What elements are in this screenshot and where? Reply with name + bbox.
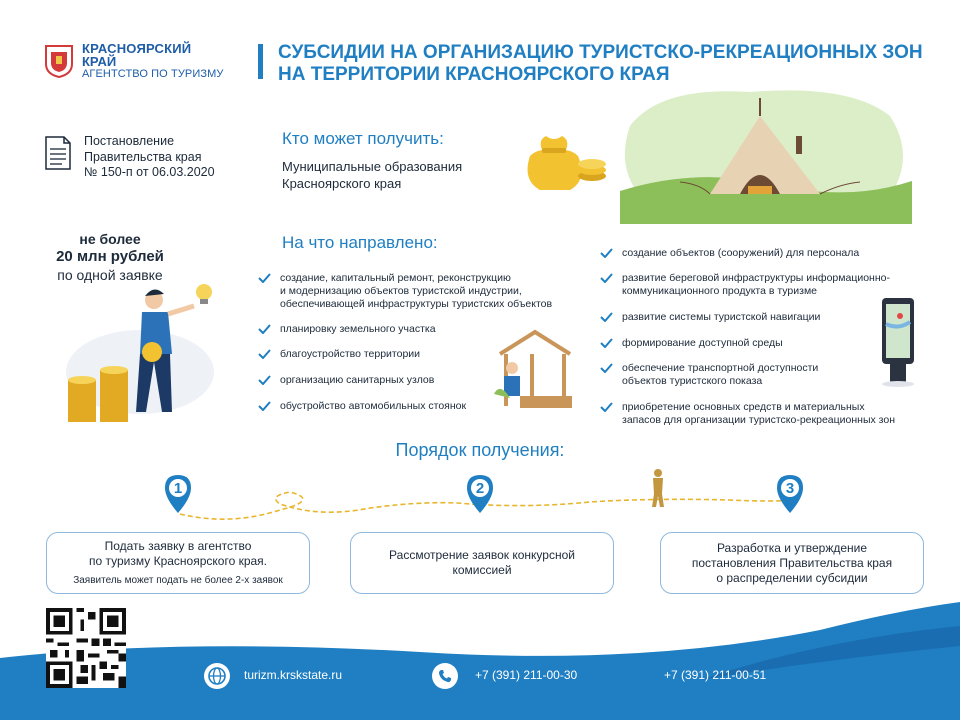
check-icon [258,375,271,385]
amount-line-3: по одной заявке [57,267,163,283]
money-bag-icon [518,130,608,194]
process-step-card [46,532,310,594]
title-accent-bar [258,44,263,79]
direction-item-line: формирование доступной среды [622,337,783,349]
step-number: 3 [785,480,795,497]
direction-item-line: обустройство автомобильных стоянок [280,400,467,412]
who-line-2: Красноярского края [282,176,402,191]
direction-item-line: и модернизацию объектов туристской индустрии, [280,285,522,297]
direction-item [600,311,820,324]
logo-line-2: КРАЙ [82,54,117,69]
direction-item-line: создание, капитальный ремонт, реконструкцию [280,272,511,284]
direction-item [258,323,436,336]
glamping-tent-illustration [620,86,912,224]
footer-phone-1[interactable]: +7 (391) 211-00-30 [475,668,578,682]
check-icon [600,402,613,412]
direction-item [258,348,420,361]
person-with-coins-illustration [44,262,216,426]
direction-item-line: развитие береговой инфраструктуры информационно- [622,272,890,284]
document-icon [44,135,72,171]
check-icon [258,324,271,334]
amount-line-2: 20 млн рублей [56,248,164,265]
step-text-line: о распределении субсидии [716,570,868,585]
direction-item-line: развитие системы туристской навигации [622,311,821,323]
footer-phone-2[interactable]: +7 (391) 211-00-51 [664,668,767,682]
direction-item-line: объектов туристского показа [622,375,763,387]
direction-item [258,272,552,311]
coat-of-arms-logo [44,44,74,78]
title-line-2: НА ТЕРРИТОРИИ КРАСНОЯРСКОГО КРАЯ [278,64,670,85]
check-icon [600,248,613,258]
check-icon [258,273,271,283]
direction-item-line: обеспечивающей инфраструктуры туристских объектов [280,298,553,310]
footer-wave-background [0,600,960,720]
order-heading: Порядок получения: [395,440,565,460]
direction-item-line: обеспечение транспортной доступности [622,362,819,374]
direction-item [600,247,859,260]
direction-item [600,362,818,388]
direction-item [600,401,895,427]
phone-icon [432,663,458,689]
check-icon [600,273,613,283]
who-heading: Кто может получить: [282,129,444,148]
step-note: Заявитель может подать не более 2-х заявок [73,574,283,586]
logo-line-3: АГЕНТСТВО ПО ТУРИЗМУ [82,68,224,80]
hiker-figure-icon [648,468,668,508]
step-text-line: Разработка и утверждение [716,540,868,555]
direction-item [600,337,783,350]
direction-item-line: коммуникационного продукта в туризме [622,285,817,297]
direction-item-line: приобретение основных средств и материальных [622,401,865,413]
step-text-line: по туризму Красноярского края. [88,553,268,568]
page-title [278,42,938,86]
step-text-line: комиссией [452,563,512,577]
info-kiosk-illustration [870,294,920,388]
step-number: 1 [173,480,183,497]
direction-item-line: благоустройство территории [280,348,421,360]
decree-reference [84,134,215,181]
decree-line-3: № 150-п от 06.03.2020 [84,165,215,179]
who-line-1: Муниципальные образования [282,159,463,174]
qr-code [46,608,126,688]
agency-logo-text [82,42,223,81]
direction-item-line: планировку земельного участка [280,323,436,335]
check-icon [600,338,613,348]
construction-worker-illustration [490,324,580,410]
direction-item-line: создание объектов (сооружений) для персонала [622,247,860,259]
step-text-line: Подать заявку в агентство [104,538,252,553]
step-text-line: Рассмотрение заявок конкурсной [389,548,575,562]
amount-line-1: не более [79,231,141,247]
footer-website-link[interactable]: turizm.krskstate.ru [244,668,343,682]
check-icon [258,401,271,411]
step-number: 2 [475,480,485,497]
direction-item-line: запасов для организации туристско-рекреационных зон [622,414,895,426]
direction-item-line: организацию санитарных узлов [280,374,435,386]
title-line-1: СУБСИДИИ НА ОРГАНИЗАЦИЮ ТУРИСТСКО-РЕКРЕАЦИОННЫХ ЗОН [278,42,923,63]
check-icon [258,349,271,359]
direction-item [258,374,434,387]
decree-line-2: Правительства края [84,149,202,164]
who-text [282,158,462,192]
check-icon [600,312,613,322]
direction-item [600,272,890,298]
decree-line-1: Постановление [84,134,175,148]
process-step-card [350,532,614,594]
process-step-card [660,532,924,594]
logo-line-1: КРАСНОЯРСКИЙ [82,41,192,56]
direction-item [258,400,466,413]
step-text-line: постановления Правительства края [691,555,893,570]
check-icon [600,363,613,373]
globe-icon [204,663,230,689]
directions-heading: На что направлено: [282,233,438,252]
